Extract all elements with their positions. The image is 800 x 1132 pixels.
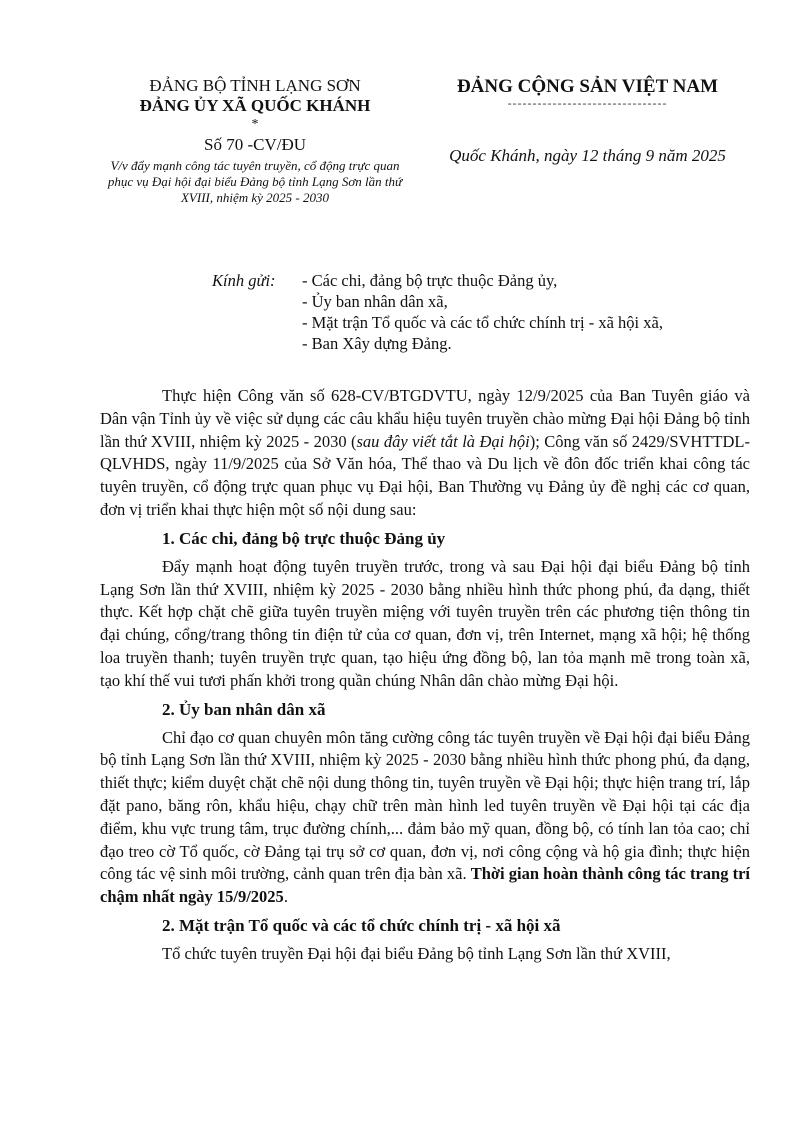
section-heading: 2. Ủy ban nhân dân xã bbox=[162, 699, 326, 719]
section-heading: 2. Mặt trận Tổ quốc và các tổ chức chính trị - xã hội xã bbox=[162, 915, 561, 935]
recipient-item: - Ban Xây dựng Đảng. bbox=[302, 334, 452, 353]
section-heading: 1. Các chi, đảng bộ trực thuộc Đảng ủy bbox=[162, 528, 446, 548]
divider-line: -------------------------------- bbox=[507, 96, 668, 110]
issuer-block bbox=[100, 76, 410, 206]
recipients-block bbox=[212, 270, 663, 354]
place-and-date: Quốc Khánh, ngày 12 tháng 9 năm 2025 bbox=[449, 146, 726, 165]
recipient-item: - Mặt trận Tổ quốc và các tổ chức chính trị - xã hội xã, bbox=[302, 313, 663, 332]
provincial-party-committee: ĐẢNG BỘ TỈNH LẠNG SƠN bbox=[149, 76, 361, 95]
document-number: Số 70 -CV/ĐU bbox=[203, 135, 306, 154]
intro-italic-note: sau đây viết tắt là Đại hội bbox=[356, 431, 530, 451]
recipient-item: - Các chi, đảng bộ trực thuộc Đảng ủy, bbox=[302, 271, 558, 290]
section-paragraph bbox=[100, 727, 750, 909]
recipients-label: Kính gửi: bbox=[212, 271, 276, 290]
section-paragraph: Tổ chức tuyên truyền Đại hội đại biểu Đảng bộ tỉnh Lạng Sơn lần thứ XVIII, bbox=[162, 943, 671, 963]
intro-paragraph bbox=[100, 385, 750, 522]
party-block bbox=[420, 76, 755, 166]
section-text: Chỉ đạo cơ quan chuyên môn tăng cường công tác tuyên truyền về Đại hội đại biểu Đảng bộ tỉnh Lạng Sơn lần thứ XVIII, nhiệm kỳ 2025 - 2030 bằng nhiều hình thức phong phú, đa dạng, thiết thực; kiểm duyệt chặt chẽ nội dung thông tin, tuyên truyền về Đại hội; thực hiện trang trí, lắp đặt pano, băng rôn, khẩu hiệu, chạy chữ trên màn hình led tuyên truyền về Đại hội tại các địa điểm, khu vực trung tâm, trục đường chính,... đảm bảo mỹ quan, đồng bộ, có tính lan tỏa cao; chỉ đạo treo cờ Tổ quốc, cờ Đảng tại trụ sở cơ quan, đơn vị, nơi công cộng và hộ gia đình; thực hiện công tác vệ sinh môi trường, cảnh quan trên địa bàn xã. bbox=[100, 727, 750, 884]
recipient-item: - Ủy ban nhân dân xã, bbox=[302, 292, 448, 311]
intro-text-continued: ); Công văn số 2429/SVHTTDL-QLVHDS, ngày 11/9/2025 của Sở Văn hóa, Thể thao và Du lịch về đôn đốc triển khai công tác tuyên truyền, cổ động trực quan phục vụ Đại hội, Ban Thường vụ Đảng ủy đề nghị các cơ quan, đơn vị triển khai thực hiện một số nội dung sau: bbox=[100, 431, 750, 519]
section-paragraph: Đẩy mạnh hoạt động tuyên truyền trước, trong và sau Đại hội đại biểu Đảng bộ tỉnh Lạng Sơn lần thứ XVIII, nhiệm kỳ 2025 - 2030 bằng nhiều hình thức phong phú, đa dạng, thiết thực. Kết hợp chặt chẽ giữa tuyên truyền miệng với tuyên truyền trên các phương tiện thông tin đại chúng, cổng/trang thông tin điện tử của cơ quan, đơn vị, trên Internet, mạng xã hội; hệ thống loa truyền thanh; tuyên truyền trực quan, tạo hiệu ứng đồng bộ, lan tỏa mạnh mẽ trong toàn xã, tạo khí thế vui tươi phấn khởi trong quần chúng Nhân dân chào mừng Đại hội. bbox=[100, 556, 750, 690]
recipients-list bbox=[212, 270, 663, 354]
party-name: ĐẢNG CỘNG SẢN VIỆT NAM bbox=[456, 76, 719, 97]
intro-text: Thực hiện Công văn số 628-CV/BTGDVTU, ngày 12/9/2025 của Ban Tuyên giáo và Dân vận Tỉnh ủy về việc sử dụng các câu khẩu hiệu tuyên truyền chào mừng Đại hội Đảng bộ tỉnh lần thứ XVIII, nhiệm kỳ 2025 - 2030 ( bbox=[100, 386, 750, 451]
section-text-end: . bbox=[283, 887, 288, 907]
commune-party-committee: ĐẢNG ỦY XÃ QUỐC KHÁNH bbox=[139, 96, 371, 115]
document-body bbox=[100, 385, 750, 966]
star-mark: * bbox=[251, 117, 259, 132]
document-subject: V/v đẩy mạnh công tác tuyên truyền, cổ động trực quan phục vụ Đại hội đại biểu Đảng bộ tỉnh Lạng Sơn lần thứ XVIII, nhiệm kỳ 2025 - 2030 bbox=[107, 158, 403, 205]
deadline-text: Thời gian hoàn thành công tác trang trí chậm nhất ngày 15/9/2025 bbox=[100, 864, 750, 907]
